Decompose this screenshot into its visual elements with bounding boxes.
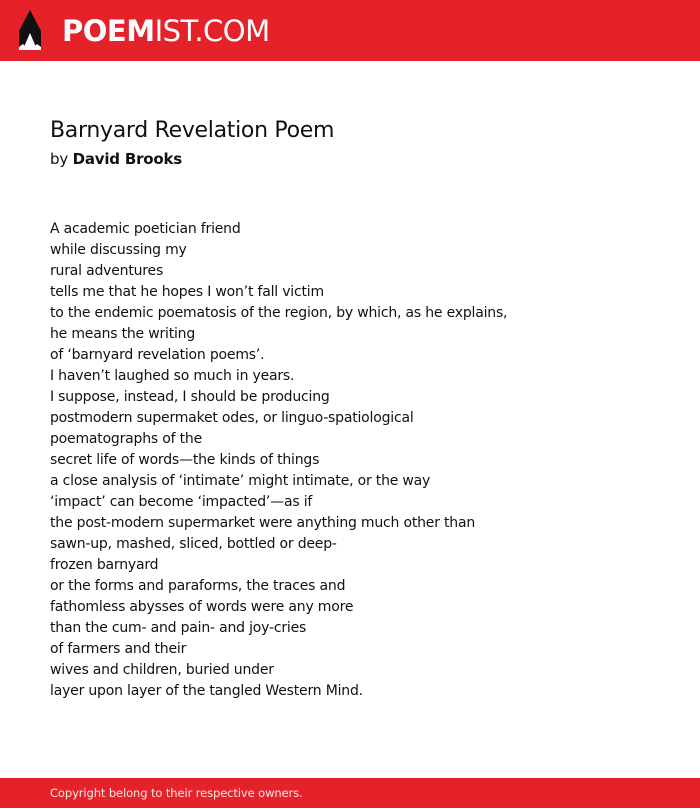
poem-line: ‘impact’ can become ‘impacted’—as if xyxy=(50,494,313,510)
poem-line: or the forms and paraforms, the traces and xyxy=(50,578,346,594)
logo-text-bold: POEM xyxy=(62,14,155,48)
poem-line: tells me that he hopes I won’t fall victim xyxy=(50,284,324,300)
poem-line: than the cum- and pain- and joy-cries xyxy=(50,620,307,636)
poem-byline xyxy=(50,149,182,169)
logo-text-light: IST.COM xyxy=(154,14,270,48)
site-footer xyxy=(0,778,700,808)
poem-line: A academic poetician friend xyxy=(50,221,241,237)
poem-line: a close analysis of ‘intimate’ might intimate, or the way xyxy=(50,473,431,489)
poem-line: poematographs of the xyxy=(50,431,202,447)
poem-author: David Brooks xyxy=(72,150,182,168)
poem-line: layer upon layer of the tangled Western Mind. xyxy=(50,683,363,699)
poem-line: frozen barnyard xyxy=(50,557,159,573)
poem-line: of farmers and their xyxy=(50,641,187,657)
poem-line: wives and children, buried under xyxy=(50,662,274,678)
poem-line: I suppose, instead, I should be producing xyxy=(50,389,330,405)
poem-line: the post-modern supermarket were anything much other than xyxy=(50,515,476,531)
poem-body xyxy=(50,219,670,702)
by-label: by xyxy=(50,150,68,168)
poem-line: secret life of words—the kinds of things xyxy=(50,452,320,468)
poem-line: rural adventures xyxy=(50,263,164,279)
copyright-notice: Copyright belong to their respective owners. xyxy=(50,786,303,800)
poem-line: I haven’t laughed so much in years. xyxy=(50,368,295,384)
site-header xyxy=(0,0,700,61)
poem-line: sawn-up, mashed, sliced, bottled or deep- xyxy=(50,536,337,552)
poem-line: to the endemic poematosis of the region, by which, as he explains, xyxy=(50,305,508,321)
poem-line: of ‘barnyard revelation poems’. xyxy=(50,347,265,363)
poem-line: postmodern supermaket odes, or linguo-spatiological xyxy=(50,410,414,426)
poem-title: Barnyard Revelation Poem xyxy=(50,118,335,143)
poem-line: fathomless abysses of words were any more xyxy=(50,599,354,615)
poem-line: while discussing my xyxy=(50,242,187,258)
pen-nib-logo-icon[interactable] xyxy=(17,9,43,51)
poem-line: he means the writing xyxy=(50,326,196,342)
site-logo-wordmark[interactable] xyxy=(62,11,270,51)
